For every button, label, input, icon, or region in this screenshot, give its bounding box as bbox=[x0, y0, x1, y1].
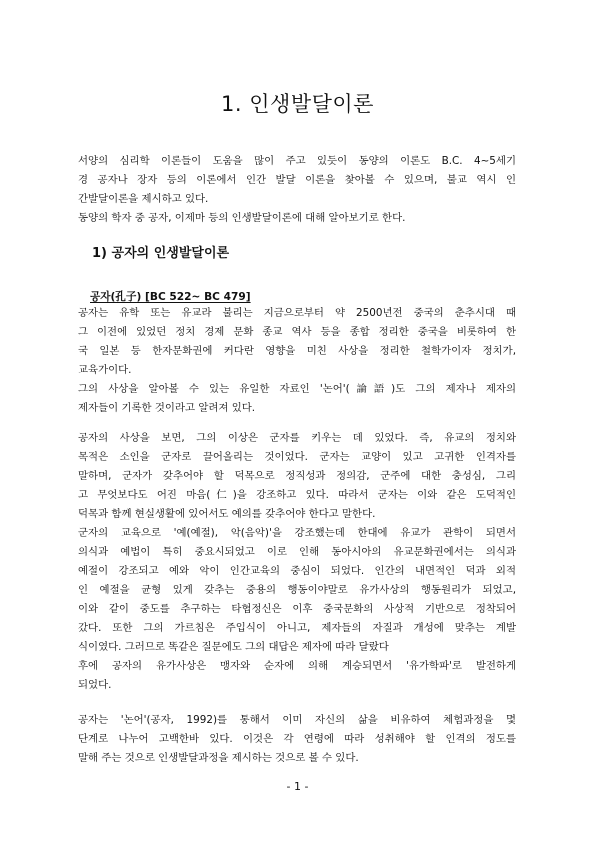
text-line: 예절이 강조되고 예와 악이 인간교육의 중심이 되었다. 인간의 내면적인 덕과 외적 bbox=[78, 565, 516, 577]
text-line: 공자의 사상을 보면, 그의 이상은 군자를 키우는 데 있었다. 즉, 유교의 정치와 bbox=[78, 432, 516, 444]
text-line: 말하며, 군자가 갖추어야 할 덕목으로 정직성과 정의감, 군주에 대한 충성심, 그리 bbox=[78, 470, 516, 482]
subsection-heading: 공자(孔子) [BC 522~ BC 479] bbox=[90, 291, 251, 303]
text-line: 동양의 학자 중 공자, 이제마 등의 인생발달이론에 대해 알아보기로 한다. bbox=[78, 212, 406, 224]
page-title: 1. 인생발달이론 bbox=[221, 92, 374, 116]
text-line: 공자는 '논어'(공자, 1992)를 통해서 이미 자신의 삶을 비유하여 체험과정을 몇 bbox=[78, 714, 516, 726]
text-line: 서양의 심리학 이론들이 도움을 많이 주고 있듯이 동양의 이론도 B.C. 4~5세기 bbox=[78, 155, 516, 167]
text-line: 갔다. 또한 그의 가르침은 주입식이 아니고, 제자들의 자질과 개성에 맞추는 계발 bbox=[78, 622, 516, 634]
paragraph-confucius-thought bbox=[78, 429, 516, 695]
page-number: - 1 - bbox=[286, 780, 309, 793]
text-line: 목적은 소인을 군자로 끌어올리는 것이었다. 군자는 교양이 있고 고귀한 인격자를 bbox=[78, 451, 516, 463]
text-line: 그 이전에 있었던 정치 경제 문화 종교 역사 등을 종합 정리한 중국을 비롯하여 한 bbox=[78, 326, 516, 338]
intro-paragraph bbox=[78, 152, 516, 228]
text-line: 공자는 유학 또는 유교라 불리는 지금으로부터 약 2500년전 중국의 춘추시대 때 bbox=[78, 307, 516, 319]
text-line: 단계로 나누어 고백한바 있다. 이것은 각 연령에 따라 성취해야 할 인격의 정도를 bbox=[78, 733, 516, 745]
text-line: 그의 사상을 알아볼 수 있는 유일한 자료인 '논어'(論語)도 그의 제자나 제자의 bbox=[78, 383, 516, 395]
text-line: 군자의 교육으로 '예(예절), 악(음악)'을 강조했는데 한대에 유교가 관학이 되면서 bbox=[78, 527, 516, 539]
text-line: 경 공자나 장자 등의 이론에서 인간 발달 이론을 찾아볼 수 있으며, 불교 역시 인 bbox=[78, 174, 516, 186]
text-line: 이와 같이 중도를 추구하는 타협정신은 이후 중국문화의 사상적 기반으로 정착되어 bbox=[78, 603, 516, 615]
text-line: 후에 공자의 유가사상은 맹자와 순자에 의해 계승되면서 '유가학파'로 발전하게 bbox=[78, 660, 516, 672]
text-line: 간발달이론을 제시하고 있다. bbox=[78, 193, 209, 205]
paragraph-analects bbox=[78, 711, 516, 768]
text-line: 인 예절을 균형 있게 갖추는 중용의 행동이야말로 유가사상의 행동원리가 되었고, bbox=[78, 584, 516, 596]
paragraph-confucius-intro bbox=[78, 304, 516, 418]
text-line: 고 무엇보다도 어진 마음(仁)을 강조하고 있다. 따라서 군자는 이와 같은 도덕적인 bbox=[78, 489, 516, 501]
text-line: 식이였다. 그러므로 똑같은 질문에도 그의 대답은 제자에 따라 달랐다 bbox=[78, 641, 389, 653]
text-line: 덕목과 함께 현실생활에 있어서도 예의를 갖추어야 한다고 말한다. bbox=[78, 508, 376, 520]
text-line: 의식과 예법이 특히 중요시되었고 이로 인해 동아시아의 유교문화권에서는 의식과 bbox=[78, 546, 516, 558]
text-line: 교육가이다. bbox=[78, 364, 132, 376]
text-line: 국 일본 등 한자문화권에 커다란 영향을 미친 사상을 정리한 철학가이자 정치가, bbox=[78, 345, 516, 357]
section-heading: 1) 공자의 인생발달이론 bbox=[92, 246, 230, 261]
text-line: 제자들이 기록한 것이라고 알려져 있다. bbox=[78, 402, 256, 414]
text-line: 되었다. bbox=[78, 679, 112, 691]
text-line: 말해 주는 것으로 인생발달과정을 제시하는 것으로 볼 수 있다. bbox=[78, 752, 359, 764]
